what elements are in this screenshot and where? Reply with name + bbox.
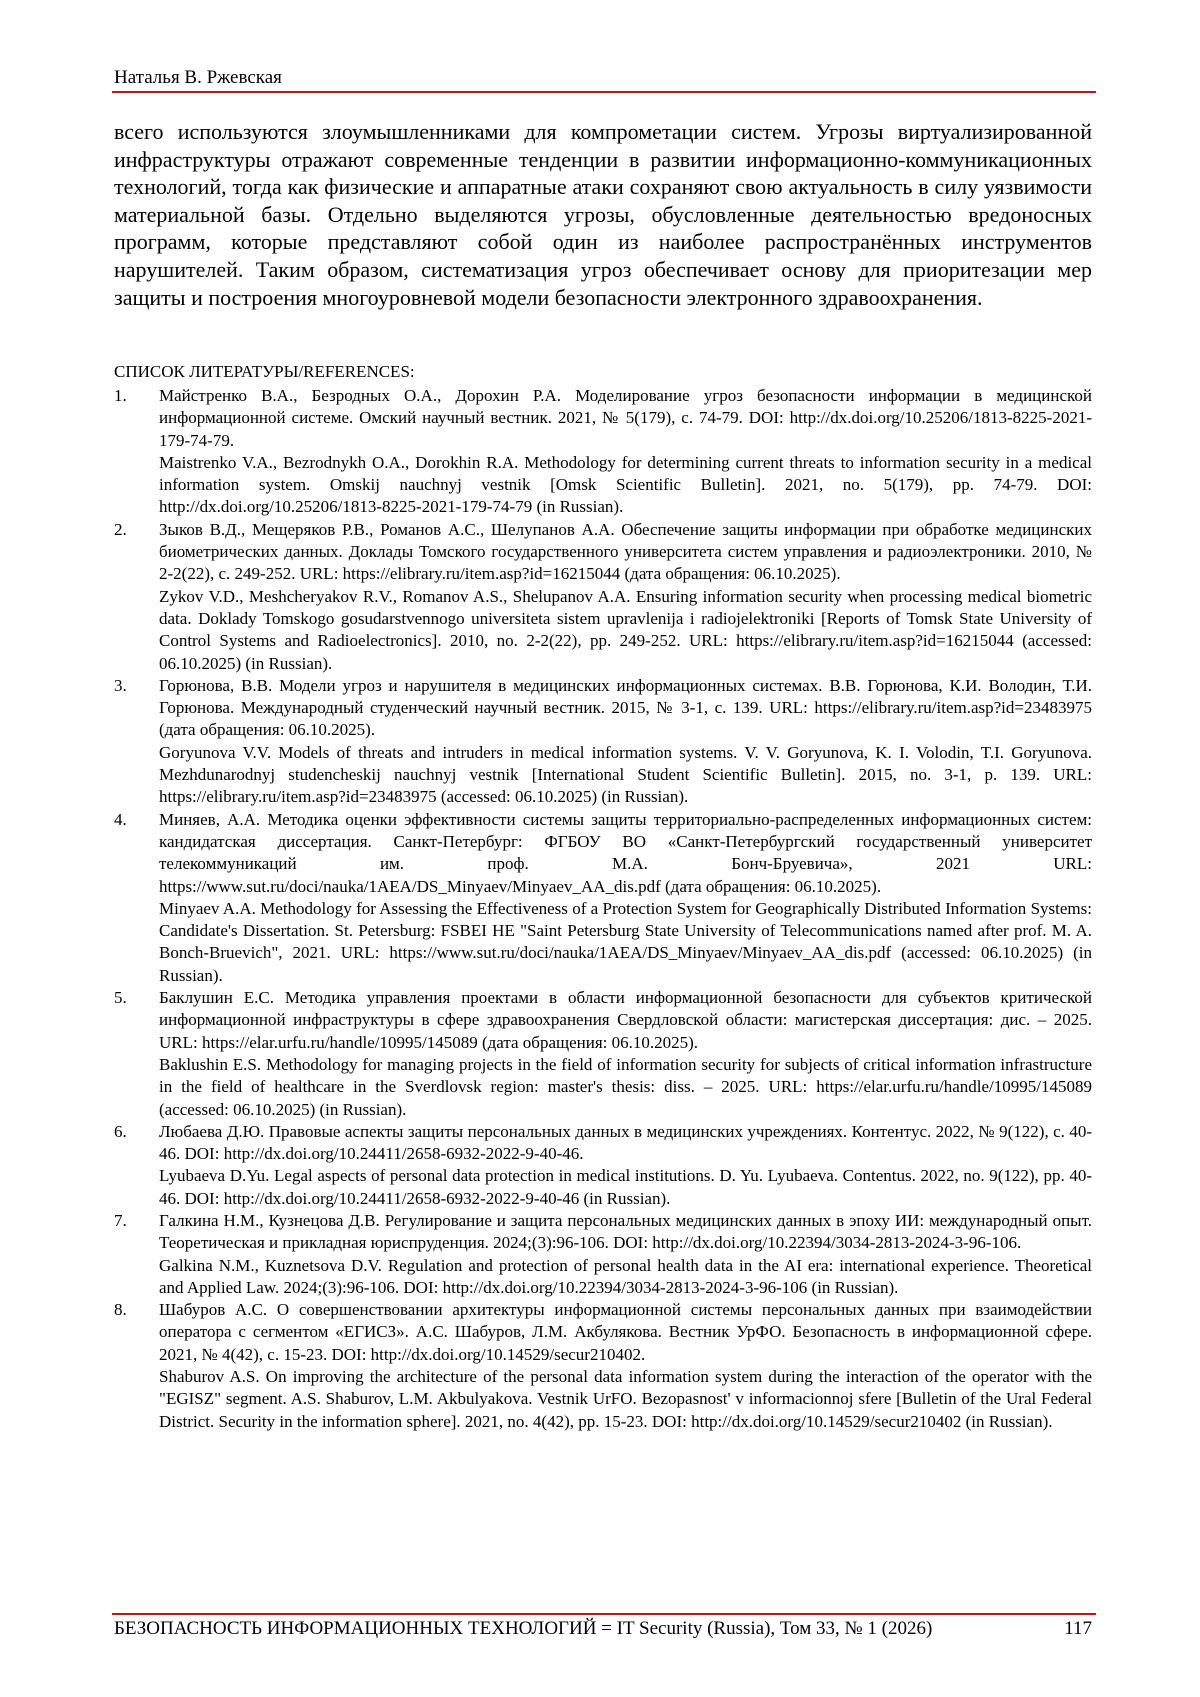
reference-number: 8. xyxy=(114,1300,127,1320)
reference-english: Shaburov A.S. On improving the architecture of the personal data information system during the interaction of the operator with the "EGISZ" segment. A.S. Shaburov, L.M. Akbulyakova. Vestnik UrFO. Bezopasnost' v informacionnoj sfere [Bulletin of the Ural Federal District. Security in the information sphere]. 2021, no. 4(42), pp. 15-23. DOI: http://dx.doi.org/10.14529/secur210402 (in Russian). xyxy=(159,1367,1092,1431)
reference-number: 5. xyxy=(114,988,127,1008)
reference-english: Baklushin E.S. Methodology for managing projects in the field of information security for subjects of critical information infrastructure in the field of healthcare in the Sverdlovsk region: master's thesis: diss. – 2025. URL: https://elar.urfu.ru/handle/10995/145089 (accessed: 06.10.2025) (in Russian). xyxy=(159,1054,1092,1119)
reference-number: 1. xyxy=(114,386,127,405)
reference-english: Maistrenko V.A., Bezrodnykh O.A., Dorokhin R.A. Methodology for determining current threats to information security in a medical information system. Omskij nauchnyj vestnik [Omsk Scientific Bulletin]. 2021, no. 5(179), pp. 74-79. DOI: http://dx.doi.org/10.25206/1813-8225-2021-179-74-79 (in Russian). xyxy=(159,452,1092,517)
reference-english: Goryunova V.V. Models of threats and intruders in medical information systems. V. V. Goryunova, K. I. Volodin, T.I. Goryunova. Mezhdunarodnyj studencheskij nauchnyj vestnik [International Student Scientific Bulletin]. 2015, no. 3-1, p. 139. URL: https://elibrary.ru/item.asp?id=23483975 (accessed: 06.10.2025) (in Russian). xyxy=(159,742,1092,807)
reference-item-7 xyxy=(114,1210,1092,1299)
footer-rule xyxy=(112,1613,1096,1615)
reference-number: 4. xyxy=(114,809,127,829)
reference-english: Zykov V.D., Meshcheryakov R.V., Romanov A.S., Shelupanov A.A. Ensuring information security when processing medical biometric data. Doklady Tomskogo gosudarstvennogo universiteta sistem upravlenija i radiojelektroniki [Reports of Tomsk State University of Control Systems and Radioelectronics]. 2010, no. 2-2(22), pp. 249-252. URL: https://elibrary.ru/item.asp?id=16215044 (accessed: 06.10.2025) (in Russian). xyxy=(159,586,1092,673)
page-number: 117 xyxy=(1064,1618,1092,1639)
reference-number: 7. xyxy=(114,1210,127,1230)
reference-russian: Галкина Н.М., Кузнецова Д.В. Регулирование и защита персональных медицинских данных в эпоху ИИ: международный опыт. Теоретическая и прикладная юриспруденция. 2024;(3):96-106. DOI: http://dx.doi.org/10.22394/3034-2813-2024-3-96-106. xyxy=(159,1210,1092,1253)
reference-russian: Баклушин Е.С. Методика управления проектами в области информационной безопасности для субъектов критической информационной инфраструктуры в сфере здравоохранения Свердловской области: магистерская диссертация: дис. – 2025. URL: https://elar.urfu.ru/handle/10995/145089 (дата обращения: 06.10.2025). xyxy=(159,988,1092,1052)
footer-journal: БЕЗОПАСНОСТЬ ИНФОРМАЦИОННЫХ ТЕХНОЛОГИЙ = IT Security (Russia), Том 33, № 1 (2026) xyxy=(114,1618,933,1639)
reference-item-8 xyxy=(114,1299,1092,1433)
reference-number: 6. xyxy=(114,1121,127,1141)
references-list xyxy=(114,385,1092,1433)
reference-russian: Майстренко В.А., Безродных О.А., Дорохин Р.А. Моделирование угроз безопасности информации в медицинской информационной системе. Омский научный вестник. 2021, № 5(179), с. 74-79. DOI: http://dx.doi.org/10.25206/1813-8225-2021-179-74-79. xyxy=(159,386,1092,450)
reference-item-6 xyxy=(114,1121,1092,1210)
reference-item-3 xyxy=(114,675,1092,809)
reference-number: 3. xyxy=(114,675,127,695)
reference-item-5 xyxy=(114,987,1092,1121)
reference-item-4 xyxy=(114,809,1092,987)
reference-english: Minyaev A.A. Methodology for Assessing the Effectiveness of a Protection System for Geographically Distributed Information Systems: Candidate's Dissertation. St. Petersburg: FSBEI HE "Saint Petersburg State University of Telecommunications named after prof. M. A. Bonch-Bruevich", 2021. URL: https://www.sut.ru/doci/nauka/1AEA/DS_Minyaev/Minyaev_AA_dis.pdf (accessed: 06.10.2025) (in Russian). xyxy=(159,898,1092,985)
references-heading: СПИСОК ЛИТЕРАТУРЫ/REFERENCES: xyxy=(114,362,415,381)
reference-english: Galkina N.M., Kuznetsova D.V. Regulation and protection of personal health data in the AI era: international experience. Theoretical and Applied Law. 2024;(3):96-106. DOI: http://dx.doi.org/10.22394/3034-2813-2024-3-96-106 (in Russian). xyxy=(159,1255,1092,1297)
reference-russian: Горюнова, В.В. Модели угроз и нарушителя в медицинских информационных системах. В.В. Горюнова, К.И. Володин, Т.И. Горюнова. Международный студенческий научный вестник. 2015, № 3-1, с. 139. URL: https://elibrary.ru/item.asp?id=23483975 (дата обращения: 06.10.2025). xyxy=(159,675,1092,740)
reference-russian: Зыков В.Д., Мещеряков Р.В., Романов А.С., Шелупанов А.А. Обеспечение защиты информации при обработке медицинских биометрических данных. Доклады Томского государственного университета систем управления и радиоэлектроники. 2010, № 2-2(22), с. 249-252. URL: https://elibrary.ru/item.asp?id=16215044 (дата обращения: 06.10.2025). xyxy=(159,519,1092,584)
reference-russian: Шабуров А.С. О совершенствовании архитектуры информационной системы персональных данных при взаимодействии оператора с сегментом «ЕГИСЗ». А.С. Шабуров, Л.М. Акбулякова. Вестник УрФО. Безопасность в информационной сфере. 2021, № 4(42), с. 15-23. DOI: http://dx.doi.org/10.14529/secur210402. xyxy=(159,1300,1092,1364)
reference-english: Lyubaeva D.Yu. Legal aspects of personal data protection in medical institutions. D. Yu. Lyubaeva. Contentus. 2022, no. 9(122), pp. 40-46. DOI: http://dx.doi.org/10.24411/2658-6932-2022-9-40-46 (in Russian). xyxy=(159,1166,1092,1208)
reference-item-1 xyxy=(114,385,1092,519)
reference-number: 2. xyxy=(114,519,127,539)
running-header-author: Наталья В. Ржевская xyxy=(114,67,282,88)
body-paragraph: всего используются злоумышленниками для компрометации систем. Угрозы виртуализированной инфраструктуры отражают современные тенденции в развитии информационно-коммуникационных технологий, тогда как физические и аппаратные атаки сохраняют свою актуальность в силу уязвимости материальной базы. Отдельно выделяются угрозы, обусловленные деятельностью вредоносных программ, которые представляют собой один из наиболее распространённых инструментов нарушителей. Таким образом, систематизация угроз обеспечивает основу для приоритезации мер защиты и построения многоуровневой модели безопасности электронного здравоохранения. xyxy=(114,119,1092,310)
header-rule xyxy=(112,91,1096,93)
reference-item-2 xyxy=(114,519,1092,675)
reference-russian: Любаева Д.Ю. Правовые аспекты защиты персональных данных в медицинских учреждениях. Контентус. 2022, № 9(122), с. 40-46. DOI: http://dx.doi.org/10.24411/2658-6932-2022-9-40-46. xyxy=(159,1121,1092,1164)
reference-russian: Миняев, А.А. Методика оценки эффективности системы защиты территориально-распределенных информационных систем: кандидатская диссертация. Санкт-Петербург: ФГБОУ ВО «Санкт-Петербургский государственный университет телекоммуникаций им. проф. М.А. Бонч-Бруевича», 2021 URL: https://www.sut.ru/doci/nauka/1AEA/DS_Minyaev/Minyaev_AA_dis.pdf (дата обращения: 06.10.2025). xyxy=(159,809,1092,896)
